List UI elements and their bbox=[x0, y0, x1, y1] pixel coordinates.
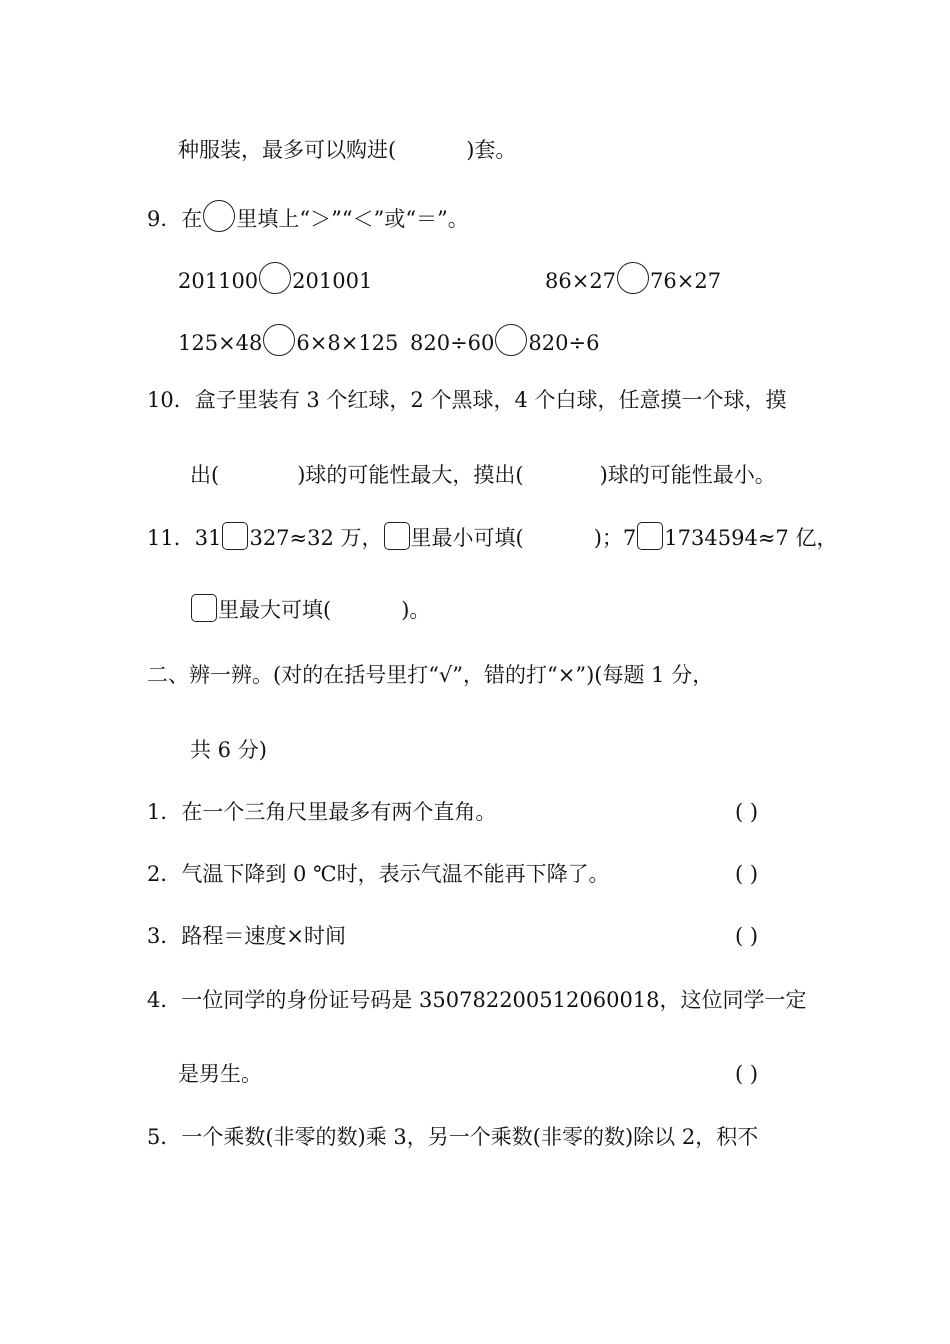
q9-b-left: 86×27 bbox=[545, 269, 617, 293]
q10-line-2 bbox=[190, 465, 776, 486]
item-4-answer-paren[interactable]: ( ) bbox=[735, 1062, 759, 1086]
item-1: 1．在一个三角尺里最多有两个直角。 bbox=[147, 800, 497, 824]
q9-d-right: 820÷6 bbox=[528, 331, 600, 355]
q9-a-right: 201001 bbox=[292, 269, 373, 293]
q9-row-2-right bbox=[410, 324, 599, 356]
q11-l2-text-a: 里最大可填( bbox=[218, 598, 332, 622]
item-2: 2．气温下降到 0 ℃时，表示气温不能再下降了。 bbox=[147, 862, 610, 886]
q9-d-left: 820÷60 bbox=[410, 331, 495, 355]
q9-c-left: 125×48 bbox=[178, 331, 263, 355]
item-2-answer-paren[interactable]: ( ) bbox=[735, 862, 759, 886]
q8-text-a: 种服装，最多可以购进( bbox=[178, 138, 397, 162]
q9-row-2-left bbox=[178, 324, 398, 356]
q11-text-2: 327≈32 万， bbox=[249, 526, 383, 550]
item-4-line-2: 是男生。 bbox=[178, 1062, 262, 1086]
q9-c-right: 6×8×125 bbox=[296, 331, 399, 355]
q11-text-5: 1734594≈7 亿， bbox=[664, 526, 838, 550]
q9-stem-num: 9．在 bbox=[147, 207, 203, 231]
q9-c-circle-blank[interactable] bbox=[263, 324, 295, 356]
item-4-line-1: 4．一位同学的身份证号码是 350782200512060018，这位同学一定 bbox=[147, 988, 807, 1012]
q9-a-circle-blank[interactable] bbox=[259, 262, 291, 294]
q8-line bbox=[178, 140, 516, 161]
q11-line-1 bbox=[147, 522, 837, 550]
q10-text-b: )球的可能性最大，摸出( bbox=[297, 463, 524, 487]
section-2-heading-line-1: 二、辨一辨。(对的在括号里打“√”，错的打“×”)(每题 1 分， bbox=[147, 663, 714, 687]
q9-a-left: 201100 bbox=[178, 269, 259, 293]
square-blank-icon bbox=[191, 594, 217, 622]
q9-b-right: 76×27 bbox=[650, 269, 722, 293]
q11-text-3: 里最小可填( bbox=[410, 526, 524, 550]
section-2-heading-line-2: 共 6 分) bbox=[190, 738, 267, 762]
q11-l2-text-b: )。 bbox=[401, 598, 431, 622]
q10-text-c: )球的可能性最小。 bbox=[599, 463, 776, 487]
q11-text-1: 11．31 bbox=[147, 526, 222, 550]
q9-stem bbox=[147, 200, 469, 232]
q9-row-1-left bbox=[178, 262, 372, 294]
q11-square-blank-2[interactable] bbox=[637, 522, 663, 550]
q9-d-circle-blank[interactable] bbox=[495, 324, 527, 356]
q10-line-1: 10．盒子里装有 3 个红球，2 个黑球，4 个白球，任意摸一个球，摸 bbox=[147, 388, 787, 412]
q11-square-blank-1[interactable] bbox=[222, 522, 248, 550]
item-3-answer-paren[interactable]: ( ) bbox=[735, 924, 759, 948]
q9-b-circle-blank[interactable] bbox=[617, 262, 649, 294]
q9-stem-rest: 里填上“＞”“＜”或“＝”。 bbox=[236, 207, 469, 231]
q8-text-b: )套。 bbox=[466, 138, 517, 162]
item-1-answer-paren[interactable]: ( ) bbox=[735, 800, 759, 824]
q11-text-4: )；7 bbox=[593, 526, 637, 550]
q11-line-2 bbox=[190, 594, 430, 622]
item-5: 5．一个乘数(非零的数)乘 3，另一个乘数(非零的数)除以 2，积不 bbox=[147, 1125, 759, 1149]
circle-blank-icon bbox=[203, 200, 235, 232]
q9-row-1-right bbox=[545, 262, 721, 294]
q10-text-a: 出( bbox=[190, 463, 220, 487]
item-3: 3．路程＝速度×时间 bbox=[147, 924, 346, 948]
square-blank-icon bbox=[384, 522, 410, 550]
